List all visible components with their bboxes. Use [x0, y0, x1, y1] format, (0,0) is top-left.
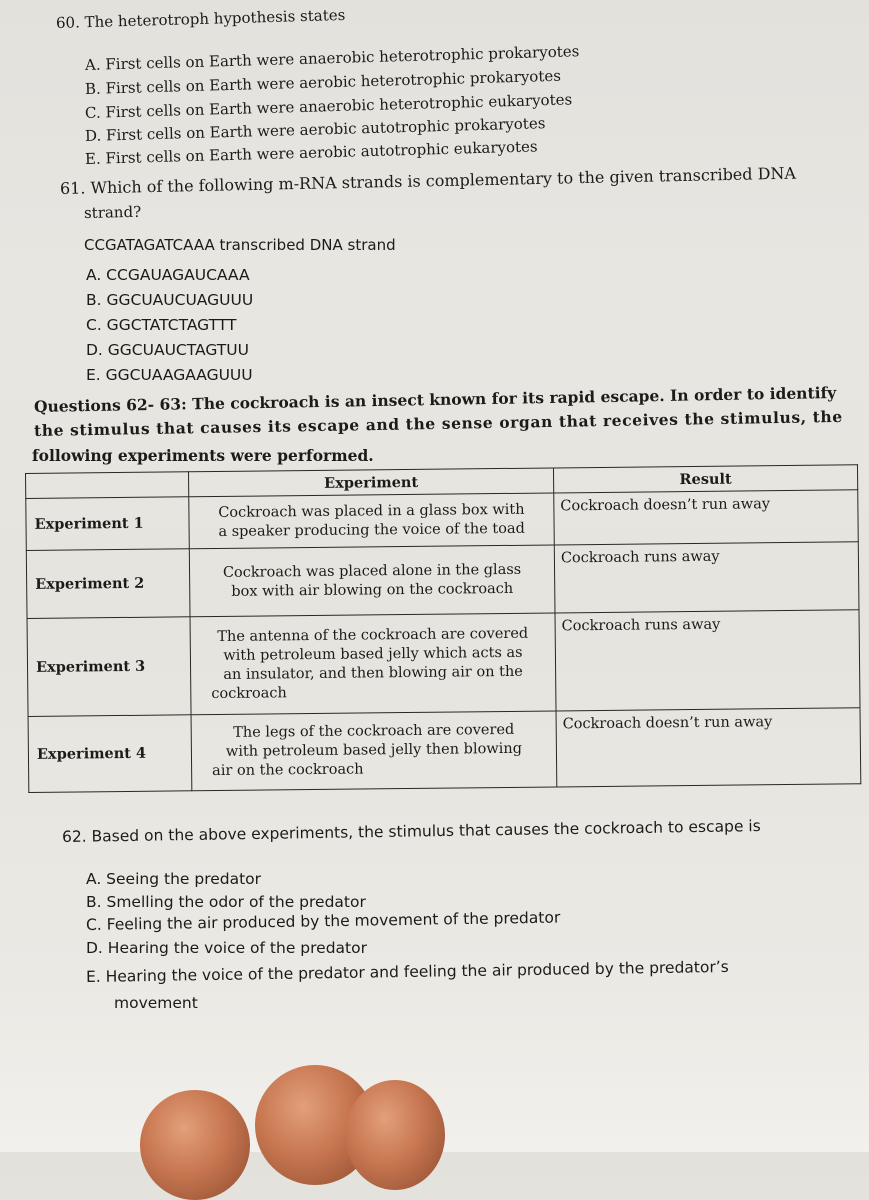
question-61-stem: 61. Which of the following m-RNA strands is complementary to the given transcribed DNA	[59, 163, 797, 198]
q61-option-c: C. GGCTATCTAGTTT	[86, 316, 237, 334]
header-blank	[26, 472, 189, 499]
q60-option-b: B. First cells on Earth were aerobic heterotrophic prokaryotes	[84, 66, 562, 98]
header-result: Result	[553, 465, 857, 493]
question-62-stem: 62. Based on the above experiments, the stimulus that causes the cockroach to escape is	[61, 817, 761, 846]
q62-option-e: E. Hearing the voice of the predator and feeling the air produced by the predator’s	[85, 957, 729, 986]
q61-option-a: A. CCGAUAGAUCAAA	[86, 266, 250, 284]
question-60-stem: 60. The heterotroph hypothesis states	[55, 5, 346, 32]
row-label: Experiment 1	[26, 497, 190, 551]
table-row	[27, 610, 860, 717]
experiment-result: Cockroach runs away	[555, 610, 860, 711]
q61-option-d: D. GGCUAUCTAGTUU	[86, 341, 249, 359]
dna-strand: CCGATAGATCAAA transcribed DNA strand	[84, 236, 396, 254]
experiment-result: Cockroach doesn’t run away	[554, 490, 859, 545]
q62-option-c: C. Feeling the air produced by the movement of the predator	[85, 908, 561, 934]
description-line: Cockroach was placed alone in the glass	[222, 561, 522, 581]
q61-option-e: E. GGCUAAGAAGUUU	[86, 366, 253, 384]
finger-1	[140, 1090, 250, 1200]
finger-3	[345, 1080, 445, 1190]
experiment-description	[191, 711, 557, 791]
description-line: Cockroach was placed in a glass box with	[218, 501, 525, 521]
question-61-stem-cont: strand?	[83, 202, 142, 222]
description-line: with petroleum based jelly then blowing	[225, 740, 523, 760]
q60-option-c: C. First cells on Earth were anaerobic heterotrophic eukaryotes	[84, 90, 573, 122]
q62-option-d: D. Hearing the voice of the predator	[86, 939, 367, 957]
experiment-description	[190, 613, 556, 715]
description-line: cockroach	[211, 684, 287, 702]
intro-line-2: the stimulus that causes its escape and the sense organ that receives the stimulus, the	[33, 406, 843, 440]
description-line: a speaker producing the voice of the toad	[218, 520, 525, 540]
q60-option-a: A. First cells on Earth were anaerobic heterotrophic prokaryotes	[84, 42, 580, 74]
experiment-description	[189, 545, 555, 617]
table-row	[28, 708, 861, 793]
description-line: The antenna of the cockroach are covered	[217, 625, 529, 645]
q62-option-e-cont: movement	[114, 994, 198, 1012]
experiment-description	[189, 493, 555, 549]
description-line: box with air blowing on the cockroach	[231, 580, 514, 600]
intro-line-3: following experiments were performed.	[32, 446, 374, 465]
table-row	[26, 542, 859, 619]
q60-option-e: E. First cells on Earth were aerobic autotrophic eukaryotes	[84, 137, 538, 168]
description-line: with petroleum based jelly which acts as	[223, 644, 523, 664]
q60-option-d: D. First cells on Earth were aerobic autotrophic prokaryotes	[84, 114, 546, 145]
q62-option-a: A. Seeing the predator	[86, 870, 262, 888]
row-label: Experiment 2	[26, 549, 190, 619]
header-experiment: Experiment	[188, 468, 553, 497]
row-label: Experiment 4	[28, 715, 192, 793]
experiment-result: Cockroach runs away	[554, 542, 859, 613]
description-line: air on the cockroach	[212, 761, 364, 780]
table-row	[26, 490, 858, 551]
row-label: Experiment 3	[27, 617, 191, 717]
intro-line-1: Questions 62- 63: The cockroach is an insect known for its rapid escape. In order to identify	[33, 382, 837, 416]
experiment-table	[25, 464, 861, 793]
q61-option-b: B. GGCUAUCUAGUUU	[86, 291, 254, 309]
description-line: an insulator, and then blowing air on the	[223, 663, 523, 683]
q62-option-b: B. Smelling the odor of the predator	[86, 893, 366, 911]
description-line: The legs of the cockroach are covered	[233, 721, 515, 741]
experiment-result: Cockroach doesn’t run away	[556, 708, 861, 787]
